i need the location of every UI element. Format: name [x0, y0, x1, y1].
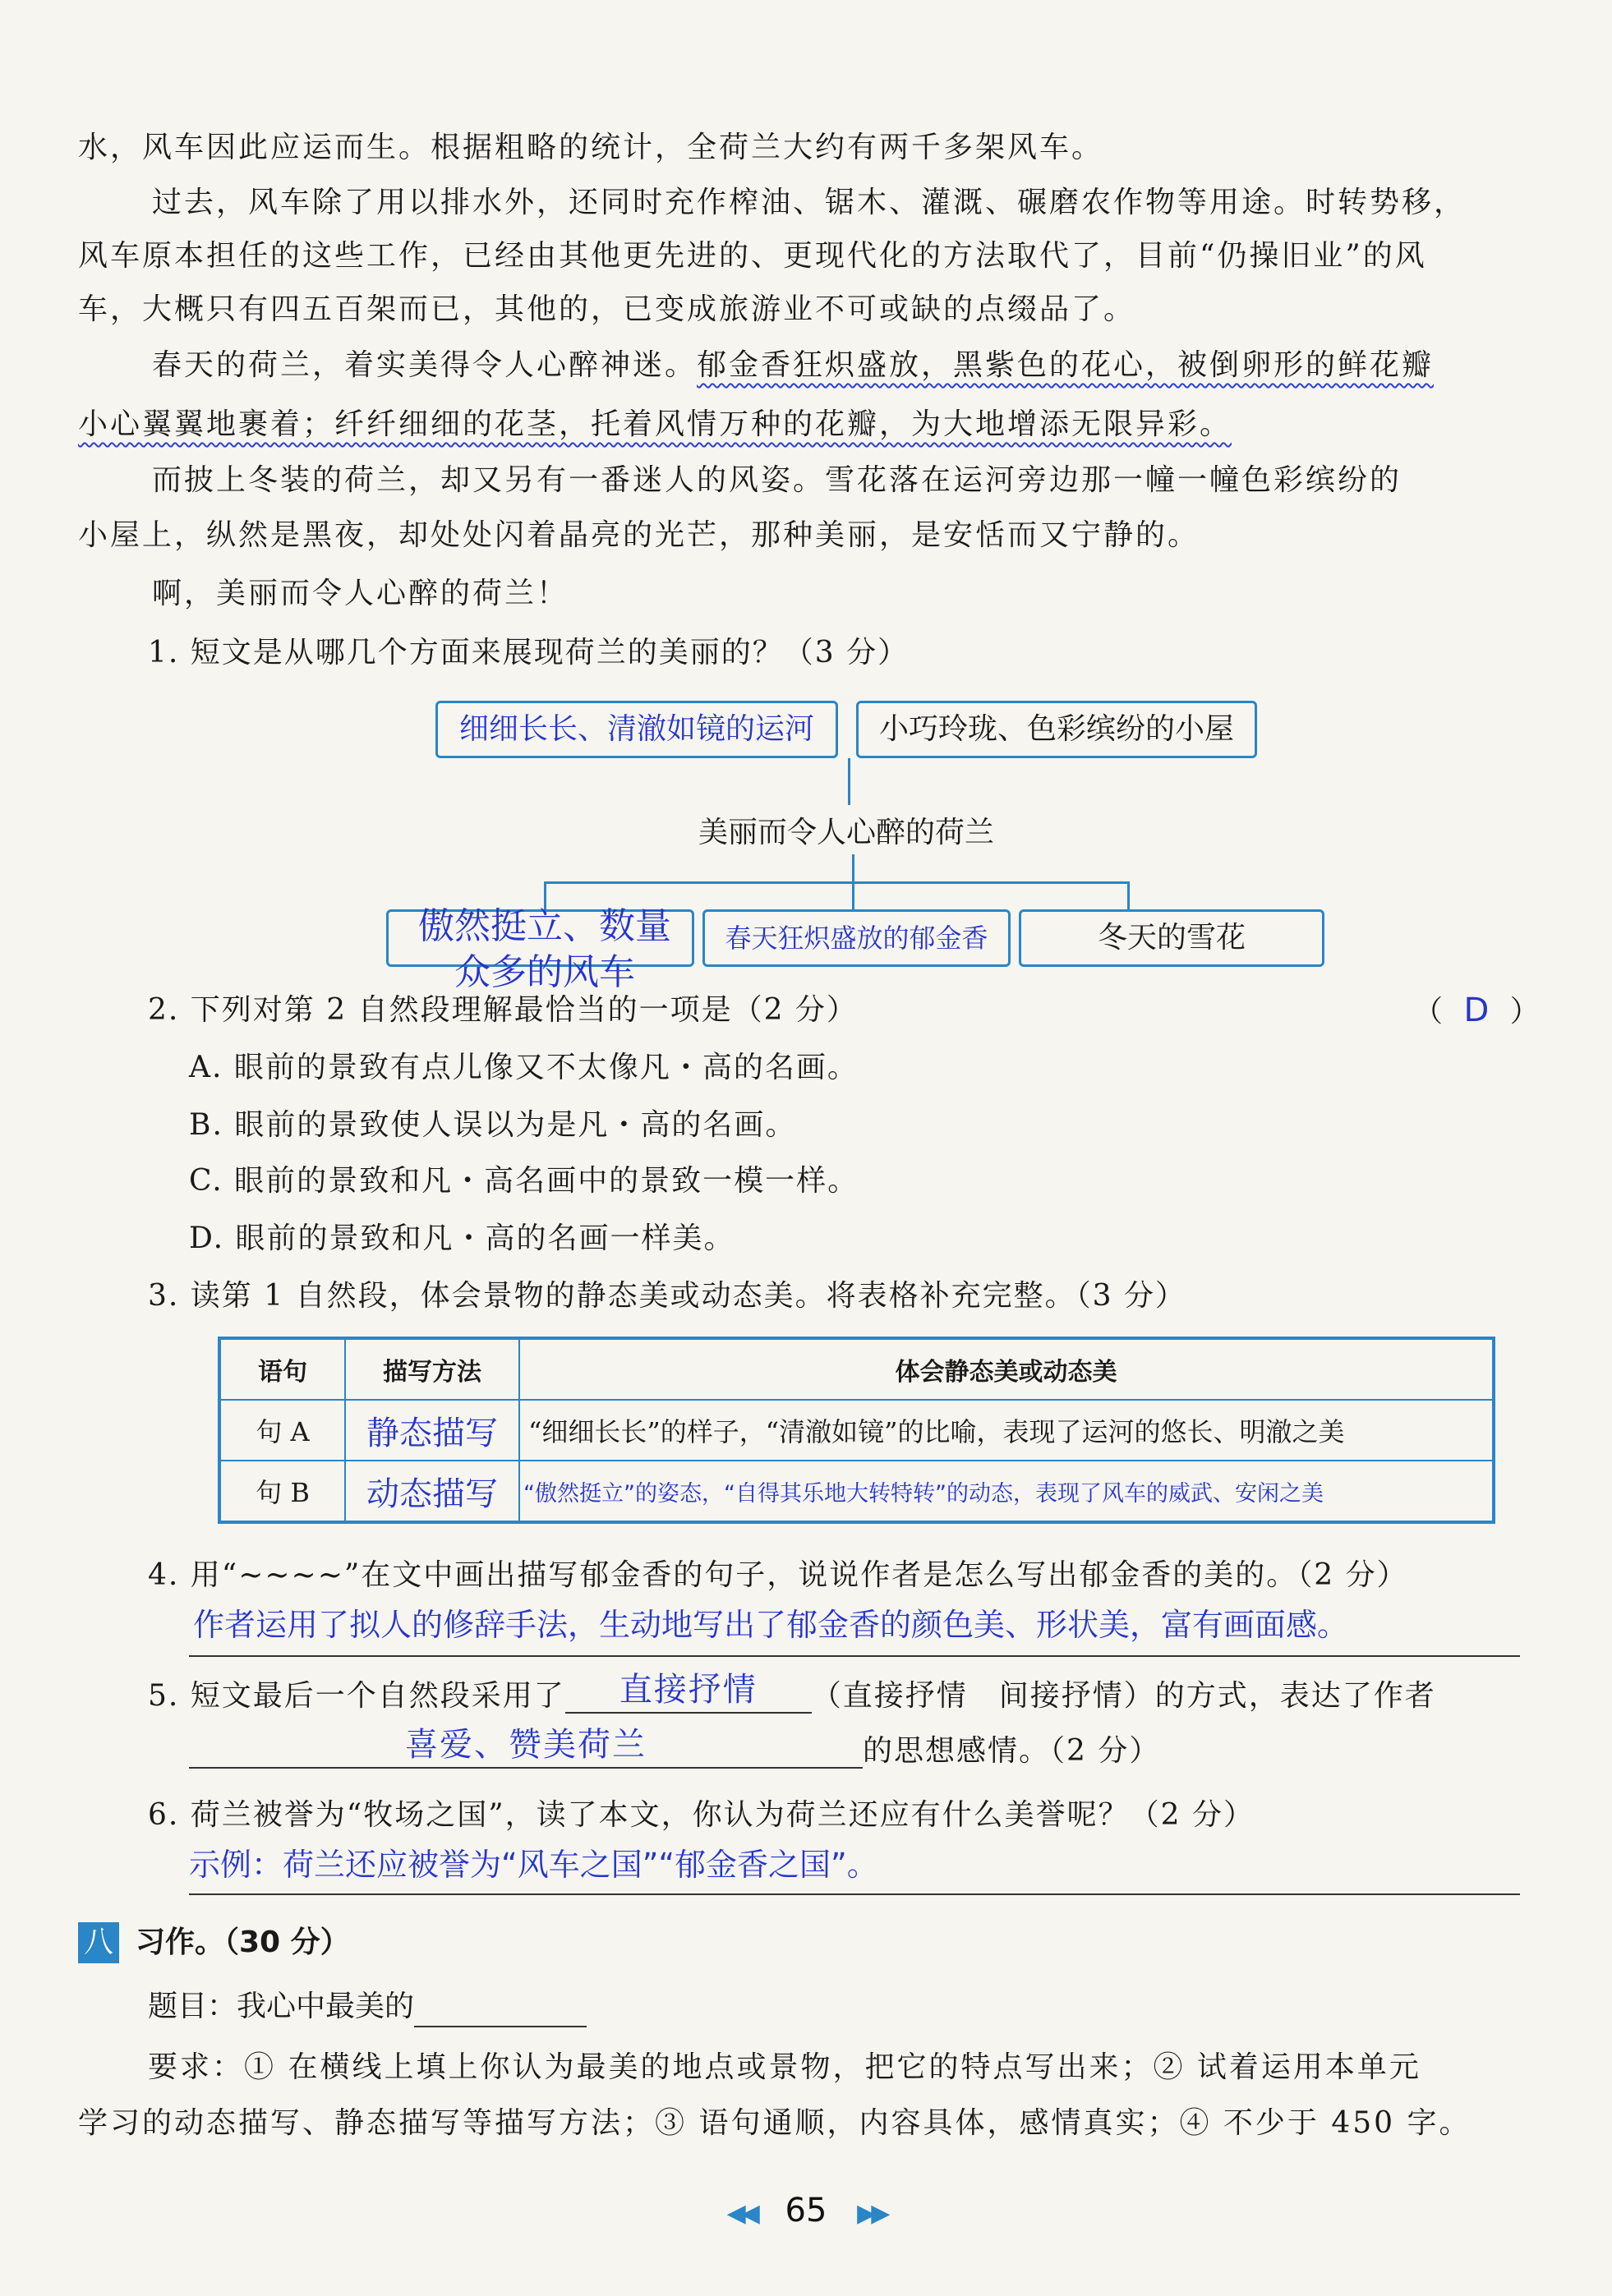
table-header: 语句 [219, 1338, 345, 1400]
q3-table [218, 1337, 1495, 1524]
bracket-close: ） [1509, 995, 1540, 1028]
table-row [219, 1461, 1494, 1522]
q5-blank-2 [189, 1724, 863, 1769]
table-cell: 句 A [219, 1400, 345, 1461]
next-arrows-icon: ▶▶ [857, 2199, 886, 2228]
table-cell: 句 B [219, 1461, 345, 1522]
question-2: 2. 下列对第 2 自然段理解最恰当的一项是（2 分） [148, 993, 858, 1027]
essay-topic-blank[interactable] [414, 1996, 587, 2027]
diagram-answer-windmills [393, 904, 697, 996]
table-row [219, 1400, 1494, 1461]
passage-line: 小屋上，纵然是黑夜，却处处闪着晶亮的光芒，那种美丽，是安恬而又宁静的。 [78, 518, 1200, 552]
question-3: 3. 读第 1 自然段，体会景物的静态美或动态美。将表格补充完整。（3 分） [148, 1279, 1186, 1313]
question-5-line2 [189, 1726, 1161, 1774]
passage-line: 过去，风车除了用以排水外，还同时充作榨油、锯木、灌溉、碾磨农作物等用途。时转势移， [152, 186, 1467, 219]
option-d: D. 眼前的景致和凡・高的名画一样美。 [189, 1222, 735, 1255]
option-c: C. 眼前的景致和凡・高名画中的景致一模一样。 [189, 1164, 859, 1198]
passage-line: 风车原本担任的这些工作，已经由其他更先进的、更现代化的方法取代了，目前“仍操旧业”的风 [78, 239, 1427, 273]
tulip-sentence-underlined: 小心翼翼地裹着；纤纤细细的花茎，托着风情万种的花瓣，为大地增添无限异彩。 [78, 407, 1232, 441]
table-cell-answer: 动态描写 [345, 1461, 519, 1522]
answer-line [189, 1893, 1520, 1895]
diagram-box-houses: 小巧玲珑、色彩缤纷的小屋 [856, 701, 1257, 758]
table-cell: “细细长长”的样子，“清澈如镜”的比喻，表现了运河的悠长、明澈之美 [519, 1400, 1494, 1461]
diagram-box-canal: 细细长长、清澈如镜的运河 [435, 701, 838, 758]
diagram-box-snow: 冬天的雪花 [1019, 909, 1324, 967]
diagram-connector [544, 881, 1130, 884]
q5-suffix: 的思想感情。（2 分） [863, 1734, 1161, 1768]
option-b: B. 眼前的景致使人误以为是凡・高的名画。 [189, 1108, 797, 1142]
q6-answer: 示例：荷兰还应被誉为“风车之国”“郁金香之国”。 [189, 1847, 878, 1883]
table-header: 体会静态美或动态美 [519, 1338, 1494, 1400]
diagram-box-tulips: 春天狂炽盛放的郁金香 [702, 909, 1011, 967]
question-5 [148, 1671, 1436, 1719]
diagram-center-title: 美丽而令人心醉的荷兰 [698, 816, 994, 849]
diagram-connector [852, 854, 854, 881]
passage-line: 水，风车因此应运而生。根据粗略的统计，全荷兰大约有两千多架风车。 [78, 131, 1104, 164]
passage-line: 而披上冬装的荷兰，却又另有一番迷人的风姿。雪花落在运河旁边那一幢一幢色彩缤纷的 [152, 463, 1402, 497]
question-6: 6. 荷兰被誉为“牧场之国”，读了本文，你认为荷兰还应有什么美誉呢？（2 分） [148, 1798, 1255, 1832]
passage-line [152, 345, 1598, 386]
passage-text: 春天的荷兰，着实美得令人心醉神迷。 [152, 348, 698, 382]
passage-line: 啊，美丽而令人心醉的荷兰！ [152, 577, 569, 610]
q5-prefix: 5. 短文最后一个自然段采用了 [148, 1679, 565, 1713]
q5-answer-1: 直接抒情 [619, 1671, 758, 1709]
page-footer [0, 2192, 1612, 2229]
diagram-connector [848, 758, 850, 805]
essay-topic [148, 1986, 587, 2027]
essay-topic-text: 题目：我心中最美的 [148, 1990, 415, 2023]
passage-line: 车，大概只有四五百架而已，其他的，已变成旅游业不可或缺的点缀品了。 [78, 292, 1136, 326]
diagram-connector [1127, 881, 1130, 911]
q4-answer: 作者运用了拟人的修辞手法，生动地写出了郁金香的颜色美、形状美，富有画面感。 [193, 1607, 1349, 1643]
q5-blank-1 [565, 1669, 812, 1714]
question-4: 4. 用“~~~~”在文中画出描写郁金香的句子，说说作者是怎么写出郁金香的美的。（2 分） [148, 1558, 1408, 1592]
bracket-open: （ [1413, 995, 1444, 1028]
q2-answer: D [1463, 992, 1490, 1029]
q5-answer-2: 喜爱、赞美荷兰 [405, 1726, 647, 1764]
answer-bracket [1413, 990, 1540, 1033]
answer-line [189, 1655, 1520, 1657]
table-cell-answer: 静态描写 [345, 1400, 519, 1461]
essay-requirement: 学习的动态描写、静态描写等描写方法；③ 语句通顺，内容具体，感情真实；④ 不少于 450 字。 [78, 2106, 1472, 2140]
option-a: A. 眼前的景致有点儿像又不太像凡・高的名画。 [189, 1051, 859, 1084]
prev-arrows-icon: ◀◀ [726, 2199, 755, 2228]
q5-mid: （直接抒情 间接抒情）的方式，表达了作者 [811, 1679, 1436, 1713]
diagram-connector [852, 881, 854, 911]
table-cell-answer: “傲然挺立”的姿态，“自得其乐地大转特转”的动态，表现了风车的威武、安闲之美 [519, 1461, 1494, 1522]
passage-line [78, 404, 1524, 445]
diagram-answer-line: 众多的风车 [454, 951, 635, 993]
diagram-answer-line: 傲然挺立、数量 [418, 905, 671, 947]
essay-requirement: 要求：① 在横线上填上你认为最美的地点或景物，把它的特点写出来；② 试着运用本单元 [148, 2050, 1421, 2084]
section-badge: 八 [78, 1922, 119, 1963]
question-1: 1. 短文是从哪几个方面来展现荷兰的美丽的？（3 分） [148, 636, 910, 669]
section-title [136, 1922, 350, 1963]
page-number: 65 [785, 2192, 827, 2229]
table-header: 描写方法 [345, 1338, 519, 1400]
tulip-sentence-underlined: 郁金香狂炽盛放，黑紫色的花心，被倒卵形的鲜花瓣 [697, 348, 1435, 382]
section-title-text: 习作。（30 分） [136, 1926, 350, 1959]
table-header-row [219, 1338, 1494, 1400]
